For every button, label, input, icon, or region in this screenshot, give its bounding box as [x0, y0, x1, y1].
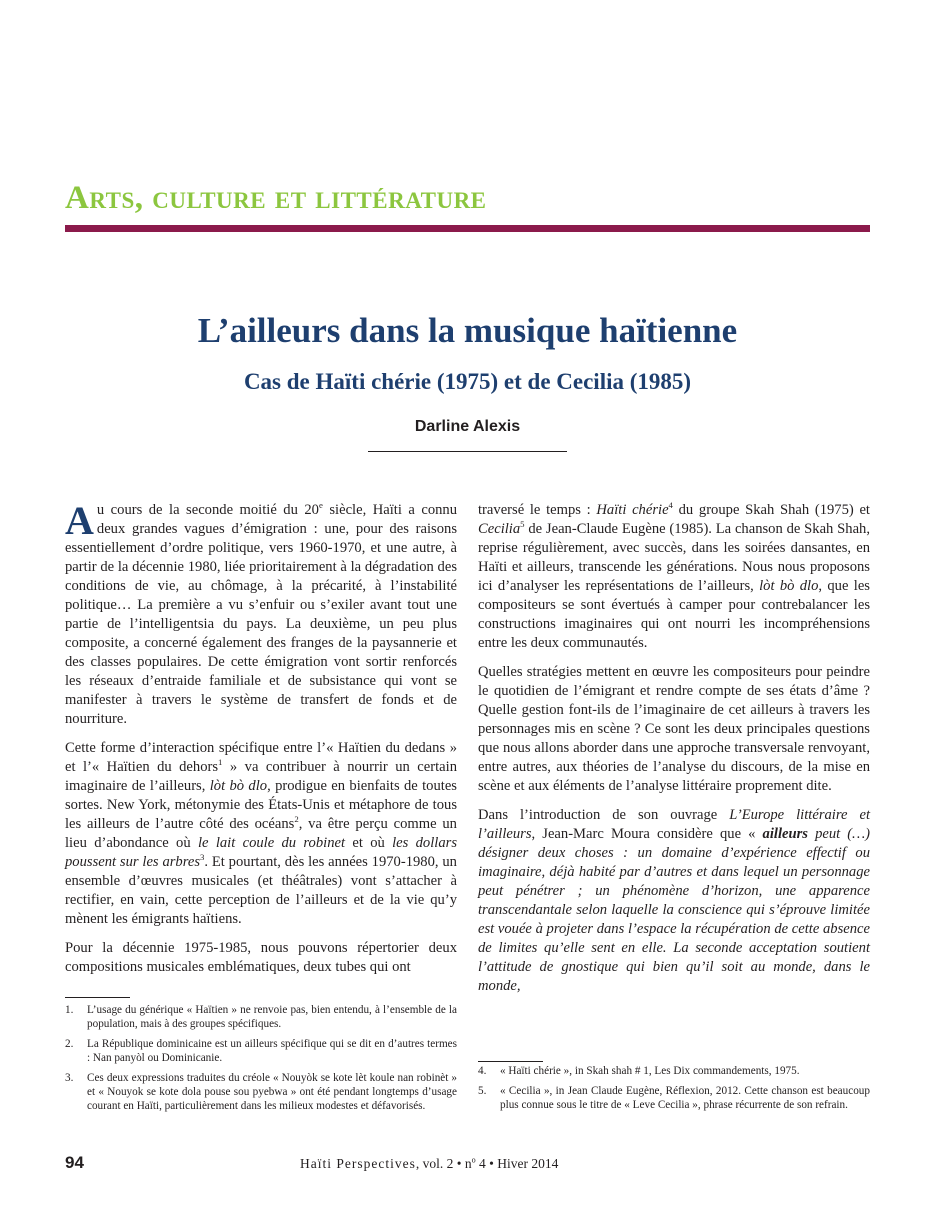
paragraph-1	[65, 498, 458, 729]
text-run: » va contribuer à nourrir un certain imaginaire de l’ailleurs,	[65, 759, 457, 794]
footnote-item	[478, 1064, 870, 1078]
emphasis: peut (…)	[807, 826, 870, 842]
text-run: de Jean-Claude Eugène (1985). La chanson de Skah Shah, reprise régulièrement, avec succès, dans les soirées dansantes, en Haïti et ailleurs, transcende les générations. Nous nous proposons ici d’analyser les représentations de l’ailleurs,	[478, 521, 870, 594]
footnote-ref-4[interactable]: 4	[668, 500, 673, 511]
drop-cap: A	[65, 498, 94, 543]
footnote-number: 2.	[65, 1038, 74, 1050]
footnote-number: 1.	[65, 1004, 74, 1016]
journal-name: Haïti Perspectives	[300, 1156, 416, 1171]
paragraph-6	[478, 806, 870, 996]
footnotes-right	[478, 1064, 870, 1118]
text-run: . Et pourtant, dès les années 1970-1980, un ensemble d’œuvres musicales (et théâtrales) vont s’attacher à rectifier, en vain, cette perception de l’ailleurs et de la vie qu’y mènent les émigrants haïtiens.	[65, 854, 457, 927]
footnote-text: La République dominicaine est un ailleurs spécifique qui se dit en d’autres termes : Nan panyòl ou Dominicanie.	[87, 1038, 457, 1064]
volume-info: , vol. 2 • n	[415, 1156, 472, 1171]
footnotes-left	[65, 1003, 457, 1119]
body-column-left	[65, 498, 458, 987]
footnote-text: « Haïti chérie », in Skah shah # 1, Les Dix commandements, 1975.	[500, 1065, 800, 1077]
footnote-text: « Cecilia », in Jean Claude Eugène, Réflexion, 2012. Cette chanson est beaucoup plus connue sous le titre de « Leve Cecilia », phrase récurrente de son refrain.	[500, 1085, 870, 1111]
emphasis: L’Europe littéraire et l’ailleurs	[478, 807, 870, 842]
emphasis: le lait coule du robinet	[197, 835, 346, 851]
text-run: et où	[345, 835, 393, 851]
text-run: , Jean-Marc Moura considère que «	[531, 826, 763, 842]
superscript: o	[471, 1155, 476, 1165]
running-footer	[300, 1155, 700, 1173]
paragraph-2	[65, 739, 457, 929]
text-run: Dans l’introduction de son ouvrage	[478, 807, 730, 823]
issue-info: 4 • Hiver 2014	[475, 1156, 559, 1171]
emphasis: Haïti chérie	[596, 502, 669, 518]
section-heading: Arts, culture et littérature	[65, 180, 487, 216]
emphasis: lòt bò dlo	[209, 778, 268, 794]
paragraph-5: Quelles stratégies mettent en œuvre les compositeurs pour peindre le quotidien de l’émigrant et rendre compte de ses états d’âme ? Quelle gestion font-ils de l’imaginaire de cet ailleurs à travers les personnages mis en scène ? Ce sont les deux principales questions que nous allons aborder dans une approche transversale renvoyant, entre autres, aux théories de l’analyse du discours, de la mise en scène et aux éléments de l’analyse littéraire proprement dite.	[478, 664, 870, 794]
quotation: désigner deux choses : un domaine d’expérience effectif ou imaginaire, déjà habité par d’autres et dans lequel un personnage peut pénétrer ; un phénomène d’horizon, une apparence transcendantale selon laquelle la conscience qui s’éprouve limitée est vouée à projeter dans l’espace la récupération de cette absence de limites qu’elle sent en elle. La seconde acceptation soutient l’attitude de gnostique qui bien qu’il soit au monde, dans le monde,	[478, 845, 870, 994]
footnote-text: L’usage du générique « Haïtien » ne renvoie pas, bien entendu, à l’ensemble de la population, mais à des groupes spécifiques.	[87, 1004, 457, 1030]
superscript: e	[318, 500, 323, 511]
author-name: Darline Alexis	[414, 418, 521, 435]
paragraph-4	[478, 501, 870, 653]
footnote-ref-5[interactable]: 5	[520, 519, 525, 530]
footnote-number: 4.	[478, 1065, 487, 1077]
footnote-item	[65, 1071, 457, 1113]
footnote-ref-3[interactable]: 3	[200, 852, 205, 863]
footnote-divider-left	[65, 997, 130, 998]
article-title: L’ailleurs dans la musique haïtienne	[197, 311, 738, 350]
emphasis: lòt bò dlo	[759, 578, 819, 594]
text-run: , va être perçu comme un lieu d’abondance où	[65, 816, 457, 851]
footnote-number: 5.	[478, 1085, 487, 1097]
footnote-item	[478, 1084, 870, 1112]
footnote-number: 3.	[65, 1072, 74, 1084]
strong-emphasis: ailleurs	[762, 826, 808, 842]
text-run: siècle, Haïti a connu deux grandes vagues d’émigration : une, pour des raisons essentiellement d’ordre politique, vers 1960-1970, et une autre, à partir de la décennie 1980, liée prioritairement à la dégradation des conditions de vie, au chômage, à la précarité, à l’instabilité politique… La première a vu s’enfuir ou s’exiler avant tout une partie de l’intelligentsia du pays. La deuxième, un peu plus composite, a concerné également des franges de la paysannerie et des classes populaires. De cette émigration vont sortir renforcés les réseaux d’entraide familiale et de subsistance qui vont se manifester à travers le système de transfert de fonds et de nourriture.	[65, 502, 458, 727]
section-divider	[65, 225, 870, 232]
text-run: Cette forme d’interaction spécifique entre l’« Haïtien du dedans » et l’« Haïtien du dehors	[65, 740, 457, 775]
emphasis: Cecilia	[478, 521, 521, 537]
footnote-item	[65, 1037, 457, 1065]
text-run: u cours de la seconde moitié du 20	[96, 502, 319, 518]
emphasis: les dollars poussent sur les arbres	[65, 835, 457, 870]
footnote-ref-2[interactable]: 2	[294, 814, 299, 825]
article-subtitle: Cas de Haïti chérie (1975) et de Cecilia (1985)	[243, 369, 692, 394]
text-run: du groupe Skah Shah (1975) et	[672, 502, 870, 518]
body-column-right	[478, 501, 870, 1006]
text-run: , prodigue en bienfaits de toutes sortes. New York, métonymie des États-Unis et métaphore de tous les ailleurs de l’autre côté des océans	[65, 778, 457, 832]
author-divider	[368, 451, 567, 452]
text-run: , que les compositeurs se sont évertués à camper pour contrebalancer les constructions imaginaires qui ont nourri les incompréhensions entre les deux communautés.	[478, 578, 870, 651]
page-number: 94	[65, 1153, 84, 1172]
text-run: traversé le temps :	[478, 502, 597, 518]
paragraph-3: Pour la décennie 1975-1985, nous pouvons répertorier deux compositions musicales emblématiques, deux tubes qui ont	[65, 940, 457, 975]
footnote-item	[65, 1003, 457, 1031]
footnote-divider-right	[478, 1061, 543, 1062]
footnote-text: Ces deux expressions traduites du créole « Nouyòk se kote lèt koule nan robinèt » et « Nouyok se kote dola pouse sou pyebwa » ont été pendant longtemps d’usage courant en Haïti, particulièrement dans les milieux modestes et défavorisés.	[87, 1072, 457, 1112]
footnote-ref-1[interactable]: 1	[218, 757, 223, 768]
